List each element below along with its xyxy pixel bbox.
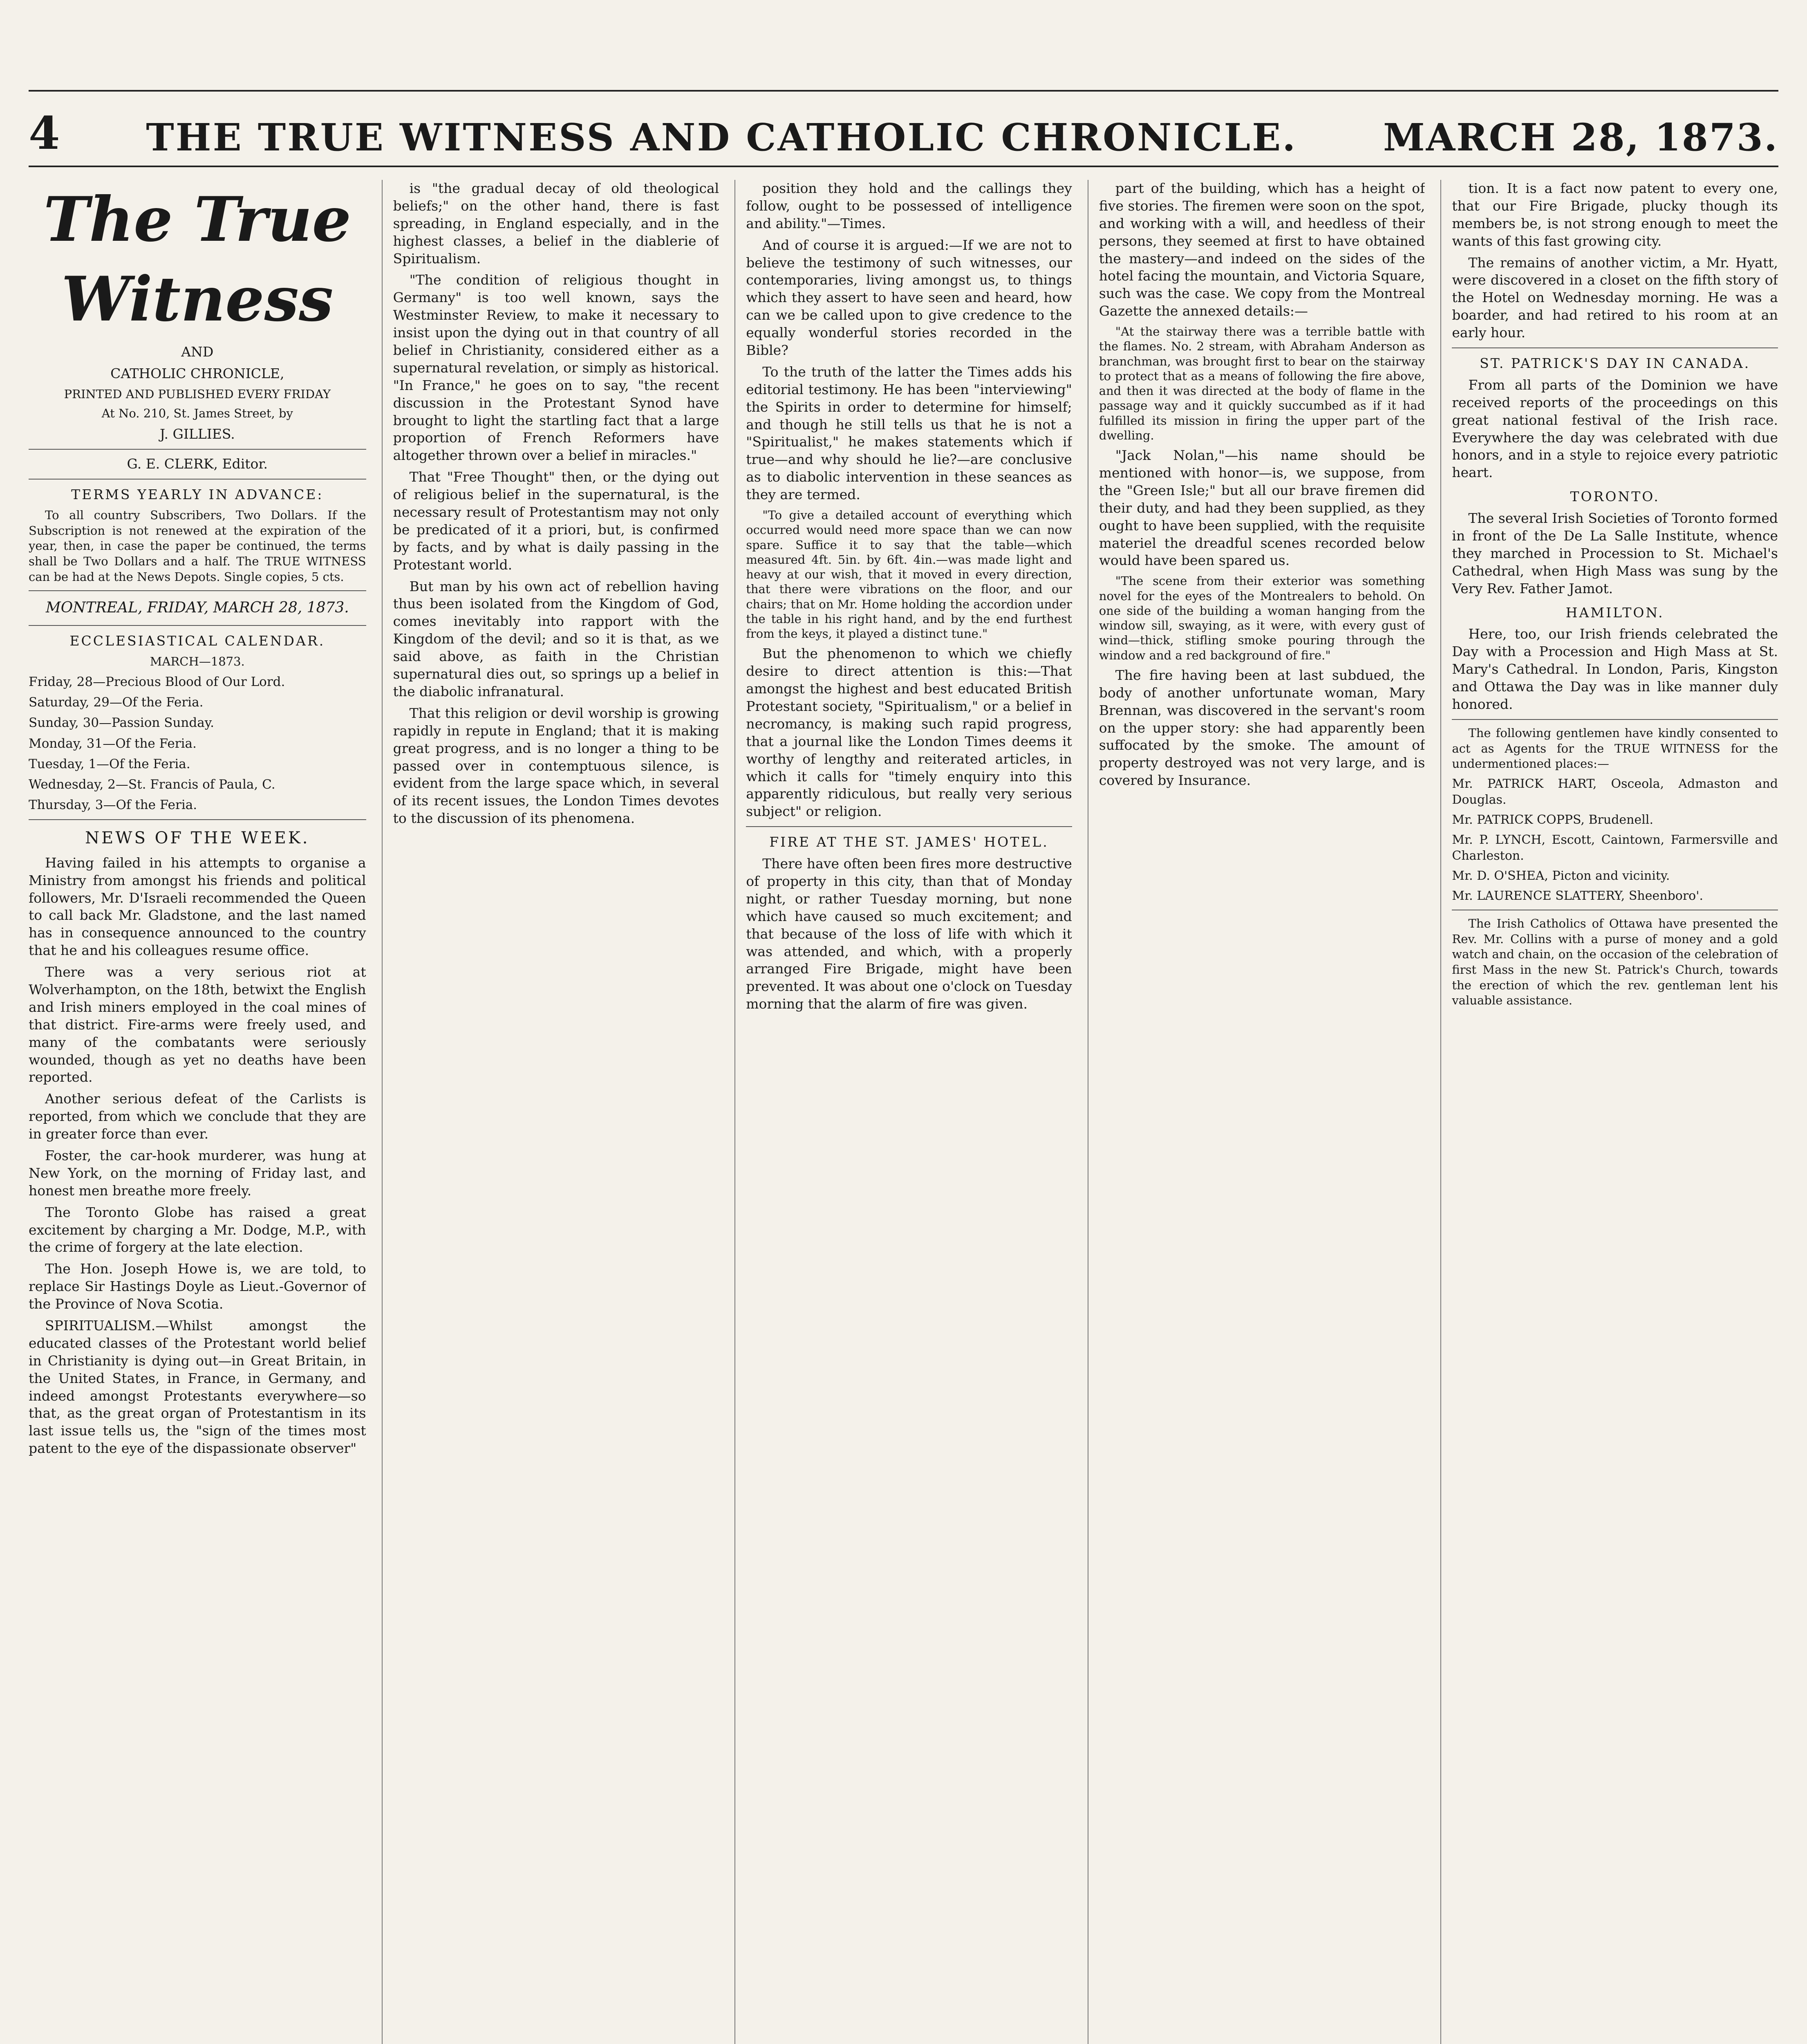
article-paragraph: The fire having been at last subdued, the body of another unfortunate woman, Mary Brennan, was discovered in the servant's room on the upper story: she had apparently been suffocated by the smoke. The amount of property destroyed was not very large, and is covered by Insurance. <box>1099 667 1425 789</box>
news-paragraph: The Hon. Joseph Howe is, we are told, to replace Sir Hastings Doyle as Lieut.-Governor of the Province of Nova Scotia. <box>29 1261 366 1312</box>
article-paragraph: To the truth of the latter the Times adds his editorial testimony. He has been "interviewing" the Spirits in order to determine for himself; and though he still tells us that he is not a "Spiritualist," he makes statements which if true—and why should he lie?—are conclusive as to diabolic intervention in these seances as they are termed. <box>746 363 1072 503</box>
terms-text: To all country Subscribers, Two Dollars. If the Subscription is not renewed at the expiration of the year, then, in case the paper be continued, the terms shall be Two Dollars and a half. The TRUE WITNESS can be had at the News Depots. Single copies, 5 cts. <box>29 508 366 584</box>
column-1 <box>29 180 366 2044</box>
news-paragraph: Foster, the car-hook murderer, was hung at New York, on the morning of Friday last, and honest men breathe more freely. <box>29 1147 366 1199</box>
address-line: At No. 210, St. James Street, by <box>101 406 293 421</box>
article-paragraph: "Jack Nolan,"—his name should be mentioned with honor—is, we suppose, from the "Green Isle;" but all our brave firemen did their duty, and had they been supplied, as they ought to have been supplied, with the requisite materiel the dreadful scenes recorded below would have been spared us. <box>1099 447 1425 569</box>
article-paragraph: part of the building, which has a height of five stories. The firemen were soon on the spot, and working with a will, and heedless of their persons, they seemed at first to have obtained the mastery—and indeed on the sides of the hotel facing the mountain, and Victoria Square, such was the case. We copy from the Montreal Gazette the annexed details:— <box>1099 180 1425 319</box>
fire-heading: FIRE AT THE ST. JAMES' HOTEL. <box>769 834 1049 850</box>
column-5 <box>1440 180 1778 2044</box>
toronto-heading: TORONTO. <box>1570 489 1660 505</box>
article-paragraph: That this religion or devil worship is growing rapidly in repute in England; that it is making great progress, and is no longer a thing to be passed over in contemptuous silence, is evident from the large space which, in several of its recent issues, the London Times devotes to the discussion of its phenomena. <box>393 705 719 827</box>
article-paragraph: "The condition of religious thought in Germany" is too well known, says the Westminster Review, to make it necessary to insist upon the dying out in that country of all belief in Christianity, considered either as a supernatural revelation, or simply as historical. "In France," he goes on to say, "the recent discussion in the Protestant Synod have brought to light the startling fact that a large proportion of French Reformers have altogether thrown over a belief in miracles." <box>393 272 719 464</box>
calendar-entry: Thursday, 3—Of the Feria. <box>29 798 197 813</box>
fire-paragraph: There have often been fires more destructive of property in this city, than that of Monday night, or rather Tuesday morning, but none which have caused so much excitement; and that because of the loss of life with which it was attended, and which, with a properly arranged Fire Brigade, might have been prevented. It was about one o'clock on Tuesday morning that the alarm of fire was given. <box>746 856 1072 1012</box>
calendar-heading: ECCLESIASTICAL CALENDAR. <box>69 633 325 649</box>
quoted-paragraph: "To give a detailed account of everything which occurred would need more space than we can now spare. Suffice it to say that the table—which measured 4ft. 5in. by 6ft. 4in.—was made light and heavy at our wish, that it moved in every direction, that there were vibrations on the floor, and our chairs; that on Mr. Home holding the accordion under the table in his right hand, and by the end furthest from the keys, it played a distinct tune." <box>746 508 1072 641</box>
column-4 <box>1088 180 1425 2044</box>
divider <box>1452 719 1778 720</box>
page-number: 4 <box>29 107 60 159</box>
article-paragraph: tion. It is a fact now patent to every one, that our Fire Brigade, plucky though its members be, is not strong enough to meet the wants of this fast growing city. <box>1452 180 1778 249</box>
agent-entry: Mr. P. LYNCH, Escott, Caintown, Farmersville and Charleston. <box>1452 833 1778 863</box>
article-paragraph: position they hold and the callings they follow, ought to be possessed of intelligence and ability."—Times. <box>746 180 1072 231</box>
calendar-entry: Wednesday, 2—St. Francis of Paula, C. <box>29 777 275 792</box>
article-paragraph: But man by his own act of rebellion having thus been isolated from the Kingdom of God, comes inevitably into rapport with the Kingdom of the devil; and so it is that, as we said above, as faith in the Christian supernatural dies out, so springs up a belief in the diabolic infranatural. <box>393 578 719 699</box>
calendar-entry: Saturday, 29—Of the Feria. <box>29 695 204 710</box>
divider <box>29 590 366 591</box>
article-paragraph: And of course it is argued:—If we are not to believe the testimony of such witnesses, our contemporaries, living amongst us, to things which they assert to have seen and heard, how can we be called upon to give credence to the equally wonderful stories recorded in the Bible? <box>746 237 1072 359</box>
stpatricks-paragraph: From all parts of the Dominion we have received reports of the proceedings on this great national festival of the Irish race. Everywhere the day was celebrated with due honors, and in a style to rejoice every patriotic heart. <box>1452 377 1778 481</box>
agent-entry: Mr. D. O'SHEA, Picton and vicinity. <box>1452 869 1670 883</box>
page-columns <box>29 180 1778 2044</box>
news-heading: NEWS OF THE WEEK. <box>85 828 310 847</box>
issue-date: MARCH 28, 1873. <box>1383 115 1778 159</box>
top-rule <box>29 90 1778 92</box>
agent-entry: Mr. PATRICK COPPS, Brudenell. <box>1452 813 1653 827</box>
agents-intro: The following gentlemen have kindly consented to act as Agents for the TRUE WITNESS for the undermentioned places:— <box>1452 726 1778 771</box>
editor-line: G. E. CLERK, Editor. <box>127 456 268 472</box>
calendar-entry: Monday, 31—Of the Feria. <box>29 736 197 751</box>
divider <box>29 479 366 480</box>
header-rule <box>29 166 1778 167</box>
news-paragraph: The Toronto Globe has raised a great excitement by charging a Mr. Dodge, M.P., with the crime of forgery at the late election. <box>29 1204 366 1255</box>
closing-paragraph: The Irish Catholics of Ottawa have presented the Rev. Mr. Collins with a purse of money and a gold watch and chain, on the occasion of the celebration of first Mass in the new St. Patrick's Church, towards the erection of which the rev. gentleman lent his valuable assistance. <box>1452 917 1778 1008</box>
quoted-paragraph: "At the stairway there was a terrible battle with the flames. No. 2 stream, with Abraham Anderson as branchman, was brought first to bear on the stairway to protect that as a means of following the fire above, and then it was directed at the body of flame in the passage way and it quickly succumbed as if it had fulfilled its mission in firing the upper part of the dwelling. <box>1099 325 1425 442</box>
divider <box>29 819 366 820</box>
masthead-subtitle: CATHOLIC CHRONICLE, <box>110 365 284 381</box>
toronto-paragraph: The several Irish Societies of Toronto formed in front of the De La Salle Institute, whence they marched in Procession to St. Michael's Cathedral, when High Mass was sung by the Very Rev. Father Jamot. <box>1452 510 1778 596</box>
running-title: THE TRUE WITNESS AND CATHOLIC CHRONICLE. <box>146 115 1297 159</box>
divider <box>29 625 366 626</box>
divider <box>29 449 366 450</box>
paper-name: The True Witness <box>43 184 352 335</box>
masthead-and: AND <box>181 344 214 360</box>
terms-heading: TERMS YEARLY IN ADVANCE: <box>71 486 324 502</box>
calendar-entry: Sunday, 30—Passion Sunday. <box>29 715 214 731</box>
divider <box>746 826 1072 827</box>
hamilton-heading: HAMILTON. <box>1565 604 1664 621</box>
article-paragraph: The remains of another victim, a Mr. Hyatt, were discovered in a closet on the fifth story of the Hotel on Wednesday morning. He was a boarder, and had retired to his room at an early hour. <box>1452 254 1778 341</box>
news-paragraph: Having failed in his attempts to organise a Ministry from amongst his friends and political followers, Mr. D'Israeli recommended the Queen to call back Mr. Gladstone, and the last named has in consequence announced to the country that he and his colleagues resume office. <box>29 854 366 959</box>
publisher-name: J. GILLIES. <box>159 426 235 442</box>
calendar-entry: Friday, 28—Precious Blood of Our Lord. <box>29 674 285 689</box>
column-2 <box>382 180 719 2044</box>
calendar-entry: Tuesday, 1—Of the Feria. <box>29 756 190 771</box>
calendar-month: MARCH—1873. <box>150 654 245 668</box>
printed-line: PRINTED AND PUBLISHED EVERY FRIDAY <box>64 387 331 401</box>
dateline: MONTREAL, FRIDAY, MARCH 28, 1873. <box>45 599 349 616</box>
article-paragraph: That "Free Thought" then, or the dying out of religious belief in the supernatural, is the necessary result of Protestantism may not only be predicated of it a priori, but, is confirmed by facts, and by what is daily passing in the Protestant world. <box>393 469 719 573</box>
agent-entry: Mr. PATRICK HART, Osceola, Admaston and Douglas. <box>1452 777 1778 807</box>
news-paragraph: Another serious defeat of the Carlists is reported, from which we conclude that they are in greater force than ever. <box>29 1091 366 1142</box>
spiritualism-paragraph: SPIRITUALISM.—Whilst amongst the educated classes of the Protestant world belief in Christianity is dying out—in Great Britain, in the United States, in France, in Germany, and indeed amongst Protestants everywhere—so that, as the great organ of Protestantism in its last issue tells us, the "sign of the times most patent to the eye of the dispassionate observer" <box>29 1317 366 1457</box>
stpatricks-heading: ST. PATRICK'S DAY IN CANADA. <box>1480 355 1751 372</box>
article-paragraph: is "the gradual decay of old theological beliefs;" on the other hand, there is fast spreading, in England especially, and in the highest classes, a belief in the diablerie of Spiritualism. <box>393 180 719 267</box>
news-paragraph: There was a very serious riot at Wolverhampton, on the 18th, betwixt the English and Irish miners employed in the coal mines of that district. Fire-arms were freely used, and many of the combatants were seriously wounded, though as yet no deaths have been reported. <box>29 964 366 1085</box>
quoted-paragraph: "The scene from their exterior was something novel for the eyes of the Montrealers to behold. On one side of the building a woman hanging from the window sill, swaying, as it were, with every gust of wind—thick, stifling smoke pouring through the window and a red background of fire." <box>1099 574 1425 662</box>
divider <box>1452 347 1778 348</box>
agent-entry: Mr. LAURENCE SLATTERY, Sheenboro'. <box>1452 889 1704 903</box>
column-3 <box>734 180 1072 2044</box>
hamilton-paragraph: Here, too, our Irish friends celebrated the Day with a Procession and High Mass at St. Mary's Cathedral. In London, Paris, Kingston and Ottawa the Day was in like manner duly honored. <box>1452 626 1778 713</box>
running-header <box>29 98 1778 159</box>
article-paragraph: But the phenomenon to which we chiefly desire to direct attention is this:—That amongst the highest and best educated British Protestant society, "Spiritualism," or a belief in necromancy, is making such rapid progress, that a journal like the London Times deems it worthy of lengthy and reiterated articles, in which it calls for "timely enquiry into this apparently ridiculous, but really very serious subject" or religion. <box>746 645 1072 820</box>
